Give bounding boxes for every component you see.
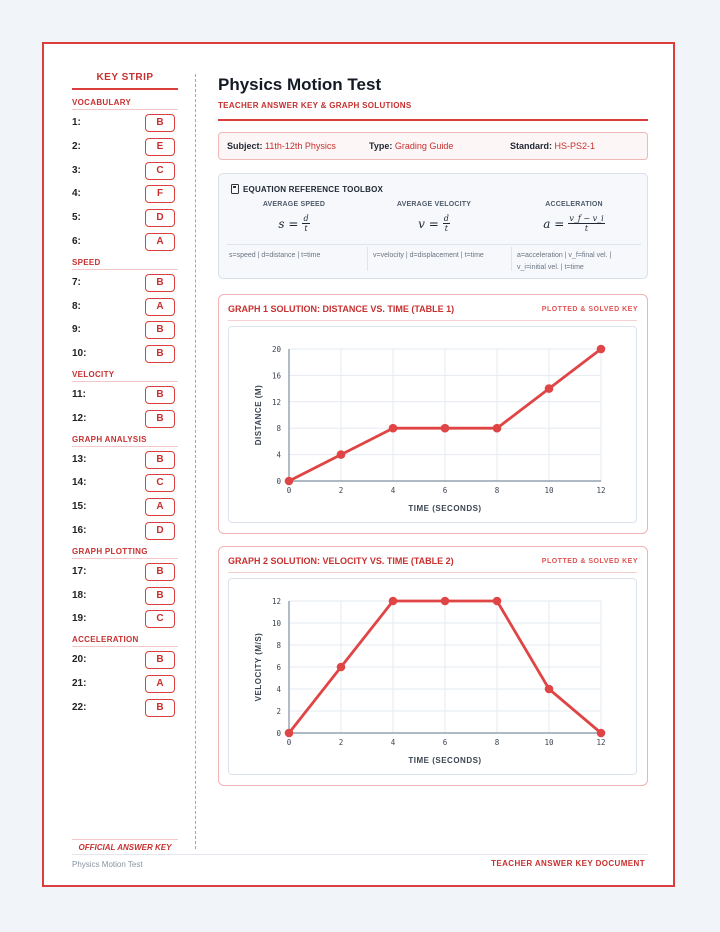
strip-section-label: GRAPH PLOTTING xyxy=(72,547,178,559)
answer-box: E xyxy=(145,138,175,156)
answer-row xyxy=(72,522,178,542)
strip-section-label: VELOCITY xyxy=(72,370,178,382)
x-tick-label: 4 xyxy=(390,486,396,495)
x-tick-label: 8 xyxy=(494,738,500,747)
key-strip-title: KEY STRIP xyxy=(72,72,178,90)
answer-box: B xyxy=(145,386,175,404)
question-number: 6: xyxy=(72,236,81,247)
formula-fraction xyxy=(302,214,309,233)
y-tick-label: 2 xyxy=(276,707,281,716)
standard-label: Standard: xyxy=(510,141,553,151)
equation-toolbox xyxy=(218,173,648,279)
answer-row xyxy=(72,345,178,365)
answer-row xyxy=(72,610,178,630)
question-number: 4: xyxy=(72,188,81,200)
data-point xyxy=(285,729,294,738)
legend-speed: s=speed | d=distance | t=time xyxy=(229,252,321,259)
y-tick-label: 12 xyxy=(271,597,281,606)
x-axis-label: TIME (SECONDS) xyxy=(408,756,482,765)
answer-row xyxy=(72,498,178,518)
distance-time-chart xyxy=(229,327,636,522)
subject-meta xyxy=(227,133,336,159)
data-point xyxy=(285,477,294,486)
y-tick-label: 6 xyxy=(276,663,281,672)
answer-box: B xyxy=(145,587,175,605)
footer-rule xyxy=(72,854,648,855)
y-tick-label: 10 xyxy=(271,619,281,628)
answer-row xyxy=(72,321,178,341)
graph-1-rule xyxy=(228,320,637,321)
answer-box: B xyxy=(145,410,175,428)
formula-equation xyxy=(418,214,450,233)
strip-section-label: GRAPH ANALYSIS xyxy=(72,435,178,447)
answer-box: B xyxy=(145,451,175,469)
toolbox-header xyxy=(231,184,383,194)
answer-box: B xyxy=(145,321,175,339)
question-number: 19: xyxy=(72,613,87,625)
y-tick-label: 0 xyxy=(276,729,281,738)
answer-row xyxy=(72,410,178,430)
formula-lhs: a = xyxy=(543,216,565,231)
formula-denominator: t xyxy=(584,224,589,233)
question-number: 22: xyxy=(72,701,87,713)
question-number: 13: xyxy=(72,453,87,465)
x-tick-label: 2 xyxy=(338,738,344,747)
calculator-icon xyxy=(231,184,239,194)
question-number: 10: xyxy=(72,348,87,360)
data-point xyxy=(441,424,450,433)
answer-key-page xyxy=(42,42,675,887)
page-subtitle: TEACHER ANSWER KEY & GRAPH SOLUTIONS xyxy=(218,101,412,110)
x-tick-label: 12 xyxy=(596,738,606,747)
x-axis-label: TIME (SECONDS) xyxy=(408,504,482,513)
data-point xyxy=(389,597,398,606)
answer-box: B xyxy=(145,651,175,669)
formula-fraction xyxy=(443,214,450,233)
formula-average-speed xyxy=(224,201,364,233)
subject-label: Subject: xyxy=(227,141,263,151)
question-number: 20: xyxy=(72,654,87,666)
answer-row xyxy=(72,138,178,158)
data-point xyxy=(441,597,450,606)
question-number: 12: xyxy=(72,412,87,424)
data-point xyxy=(389,424,398,433)
formula-lhs: v = xyxy=(418,216,439,231)
answer-row xyxy=(72,474,178,494)
x-tick-label: 10 xyxy=(544,486,554,495)
question-number: 3: xyxy=(72,164,81,176)
answer-row xyxy=(72,298,178,318)
question-number: 5: xyxy=(72,212,81,224)
data-point xyxy=(545,384,554,393)
strip-section-label: VOCABULARY xyxy=(72,98,178,110)
answer-row xyxy=(72,162,178,182)
question-number: 17: xyxy=(72,565,87,577)
graph-1-plot xyxy=(228,326,637,523)
answer-box: D xyxy=(145,209,175,227)
data-point xyxy=(545,685,554,694)
question-number: 9: xyxy=(72,324,81,336)
strip-section-label: SPEED xyxy=(72,258,178,270)
y-axis-label: DISTANCE (M) xyxy=(254,384,263,446)
answer-box: A xyxy=(145,298,175,316)
answer-row xyxy=(72,233,178,253)
legend-separator xyxy=(511,247,512,271)
answer-box: B xyxy=(145,345,175,363)
answer-box: D xyxy=(145,522,175,540)
x-tick-label: 6 xyxy=(442,738,448,747)
x-tick-label: 4 xyxy=(390,738,396,747)
answer-row xyxy=(72,185,178,205)
formula-denominator: t xyxy=(444,224,448,233)
y-tick-label: 8 xyxy=(276,641,281,650)
data-point xyxy=(597,345,606,354)
answer-box: C xyxy=(145,474,175,492)
graph-2-title: GRAPH 2 SOLUTION: VELOCITY VS. TIME (TABLE 2) xyxy=(228,556,454,566)
formula-label: AVERAGE VELOCITY xyxy=(396,201,472,208)
y-tick-label: 20 xyxy=(271,345,281,354)
data-point xyxy=(493,424,502,433)
legend-velocity: v=velocity | d=displacement | t=time xyxy=(373,252,484,259)
x-tick-label: 12 xyxy=(596,486,606,495)
meta-bar xyxy=(218,132,648,160)
graph-2-plot xyxy=(228,578,637,775)
legend-separator xyxy=(367,247,368,271)
question-number: 16: xyxy=(72,525,87,536)
y-tick-label: 4 xyxy=(276,450,281,460)
answer-row xyxy=(72,675,178,695)
title-rule xyxy=(218,119,648,121)
data-point xyxy=(337,450,346,459)
formula-numerator: v_f − v_i xyxy=(569,214,604,223)
answer-box: C xyxy=(145,162,175,180)
x-tick-label: 10 xyxy=(544,738,554,747)
graph-1-tag: PLOTTED & SOLVED KEY xyxy=(541,306,638,313)
type-label: Type: xyxy=(369,141,393,151)
x-tick-label: 2 xyxy=(338,486,344,495)
formula-equation xyxy=(278,214,309,233)
type-meta xyxy=(369,133,453,159)
answer-box: B xyxy=(145,274,175,292)
answer-box: F xyxy=(145,185,175,203)
answer-box: B xyxy=(145,563,175,581)
question-number: 14: xyxy=(72,477,87,489)
data-point xyxy=(337,663,346,672)
page-title: Physics Motion Test xyxy=(218,75,382,94)
formula-acceleration xyxy=(504,201,644,233)
answer-row xyxy=(72,386,178,406)
key-strip xyxy=(72,72,178,713)
formula-equation xyxy=(543,214,604,233)
footer-right: TEACHER ANSWER KEY DOCUMENT xyxy=(491,859,645,868)
footer-left: Physics Motion Test xyxy=(72,860,143,869)
question-number: 21: xyxy=(72,678,87,689)
answer-row xyxy=(72,699,178,719)
standard-value: HS-PS2-1 xyxy=(554,141,596,151)
y-axis-label: VELOCITY (M/S) xyxy=(254,632,263,702)
strip-divider xyxy=(195,74,196,849)
formula-label: AVERAGE SPEED xyxy=(262,201,326,208)
answer-row xyxy=(72,274,178,294)
data-point xyxy=(493,597,502,606)
question-number: 18: xyxy=(72,589,87,601)
y-tick-label: 16 xyxy=(271,371,281,381)
answer-box: C xyxy=(145,610,175,628)
answer-row xyxy=(72,587,178,607)
answer-box: A xyxy=(145,675,175,693)
y-tick-label: 0 xyxy=(276,477,281,486)
x-tick-label: 8 xyxy=(494,486,500,495)
answer-box: B xyxy=(145,699,175,717)
answer-row xyxy=(72,651,178,671)
graph-2-rule xyxy=(228,572,637,573)
answer-box: B xyxy=(145,114,175,132)
formula-label: ACCELERATION xyxy=(545,201,603,208)
graph-1-card xyxy=(218,294,648,534)
x-tick-label: 0 xyxy=(286,486,292,495)
formula-fraction xyxy=(568,214,604,233)
y-tick-label: 4 xyxy=(276,685,281,694)
legend-acceleration: a=acceleration | v_f=final vel. | v_i=initial vel. | t=time xyxy=(517,252,612,271)
question-number: 1: xyxy=(72,117,81,128)
graph-1-title: GRAPH 1 SOLUTION: DISTANCE VS. TIME (TABLE 1) xyxy=(228,304,455,314)
answer-row xyxy=(72,451,178,471)
x-tick-label: 0 xyxy=(286,738,292,747)
official-answer-key-label: OFFICIAL ANSWER KEY xyxy=(72,839,178,852)
answer-row xyxy=(72,563,178,583)
subject-value: 11th-12th Physics xyxy=(265,141,336,151)
formula-legend-row xyxy=(227,244,641,271)
answer-row xyxy=(72,209,178,229)
data-point xyxy=(597,729,606,738)
question-number: 2: xyxy=(72,140,81,152)
answer-box: A xyxy=(145,233,175,251)
question-number: 11: xyxy=(72,389,86,400)
graph-2-tag: PLOTTED & SOLVED KEY xyxy=(541,558,638,565)
answer-row xyxy=(72,114,178,134)
type-value: Grading Guide xyxy=(394,141,454,151)
formula-denominator: t xyxy=(304,224,308,233)
question-number: 7: xyxy=(72,276,81,288)
velocity-time-chart xyxy=(229,579,636,774)
y-tick-label: 8 xyxy=(276,424,281,434)
formula-numerator: d xyxy=(303,214,309,223)
graph-2-card xyxy=(218,546,648,786)
question-number: 8: xyxy=(72,300,81,312)
standard-meta xyxy=(510,133,595,159)
answer-box: A xyxy=(145,498,175,516)
question-number: 15: xyxy=(72,501,87,513)
x-tick-label: 6 xyxy=(442,486,448,495)
y-tick-label: 12 xyxy=(271,397,281,407)
toolbox-title: EQUATION REFERENCE TOOLBOX xyxy=(243,185,384,194)
formula-lhs: s = xyxy=(278,216,299,231)
formula-average-velocity xyxy=(364,201,504,233)
strip-section-label: ACCELERATION xyxy=(72,635,178,647)
formula-numerator: d xyxy=(443,214,449,223)
